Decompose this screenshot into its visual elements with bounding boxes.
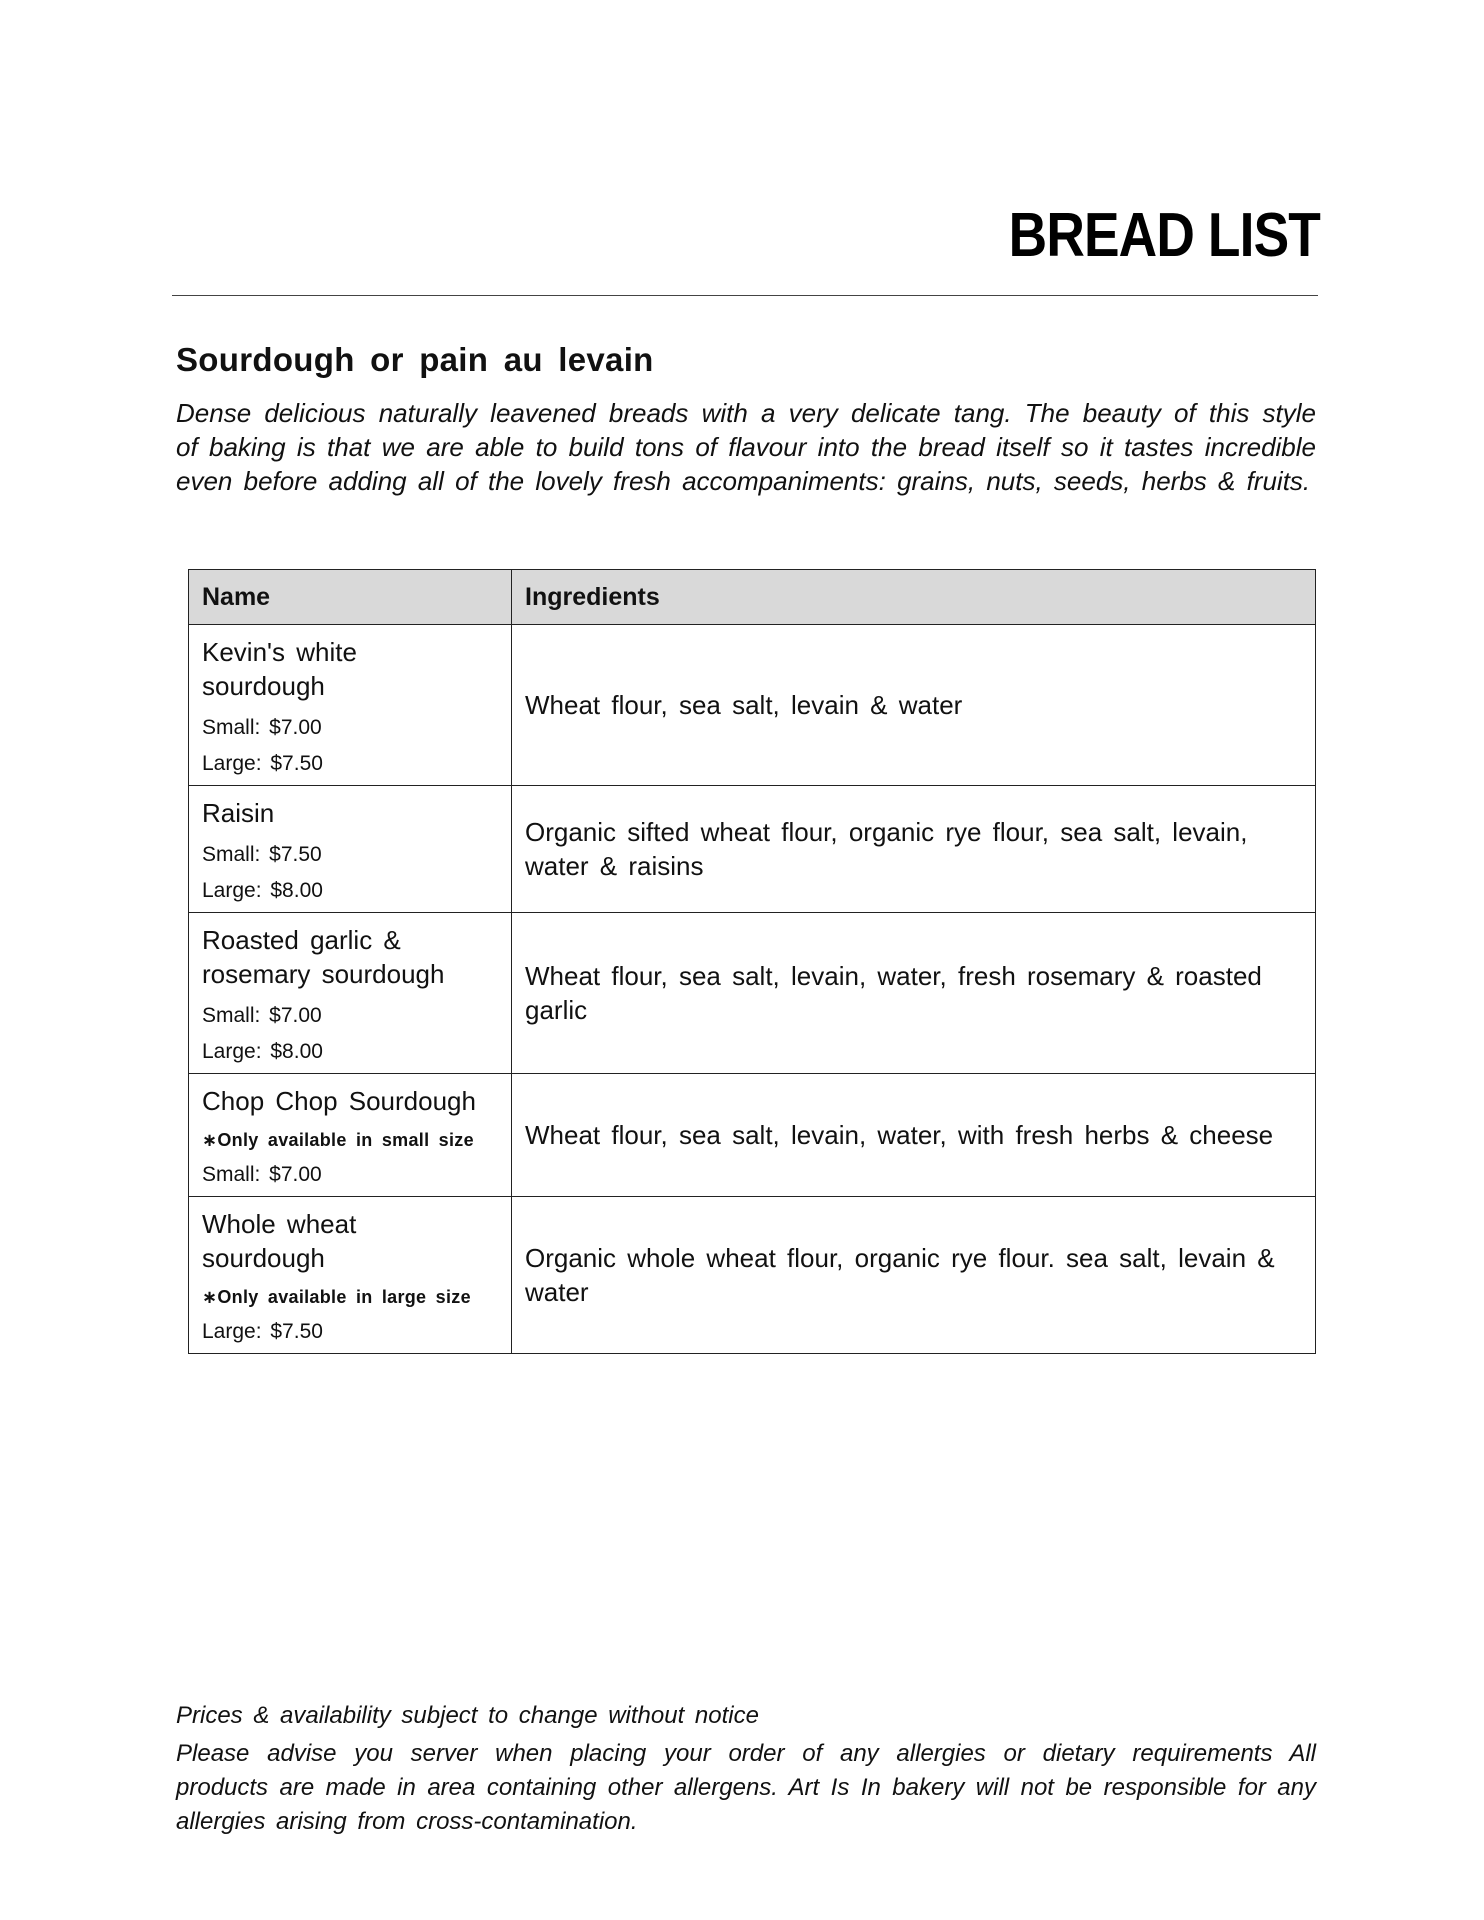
price-large: Large: $7.50 [202, 1320, 323, 1343]
availability-note: ∗Only available in large size [202, 1287, 471, 1307]
bread-name: Raisin [202, 798, 275, 828]
price-small: Small: $7.00 [202, 716, 322, 739]
price-large: Large: $8.00 [202, 1040, 323, 1063]
bread-name-cell [189, 786, 512, 913]
table-row [189, 1197, 1316, 1354]
bread-name-cell [189, 1074, 512, 1197]
price-large: Large: $8.00 [202, 879, 323, 902]
bread-name-cell [189, 625, 512, 786]
bread-name-cell [189, 913, 512, 1074]
bread-name: Whole wheat sourdough [202, 1209, 357, 1273]
footer-allergy-notice: Please advise you server when placing your order of any allergies or dietary requirements All products are made in area containing other allergens. Art Is In bakery will not be responsible for any allergies arising from cross-contamination. [176, 1740, 1316, 1835]
ingredients-cell: Wheat flour, sea salt, levain, water, with fresh herbs & cheese [512, 1074, 1316, 1197]
column-header-name: Name [189, 570, 512, 625]
footer-price-notice: Prices & availability subject to change without notice [176, 1702, 759, 1729]
footer [176, 1699, 1316, 1839]
availability-note: ∗Only available in small size [202, 1130, 474, 1150]
bread-name: Chop Chop Sourdough [202, 1086, 476, 1116]
bread-name: Roasted garlic & rosemary sourdough [202, 925, 445, 989]
table-row [189, 913, 1316, 1074]
table-row [189, 786, 1316, 913]
price-small: Small: $7.50 [202, 843, 322, 866]
table-row [189, 1074, 1316, 1197]
table-header-row [189, 570, 1316, 625]
bread-name-cell [189, 1197, 512, 1354]
ingredients-cell: Wheat flour, sea salt, levain, water, fresh rosemary & roasted garlic [512, 913, 1316, 1074]
page-title: BREAD LIST [1008, 201, 1320, 270]
bread-name: Kevin's white sourdough [202, 637, 357, 701]
price-small: Small: $7.00 [202, 1004, 322, 1027]
price-large: Large: $7.50 [202, 752, 323, 775]
bread-table [188, 569, 1316, 1354]
section-heading: Sourdough or pain au levain [176, 341, 654, 378]
ingredients-cell: Organic sifted wheat flour, organic rye flour, sea salt, levain, water & raisins [512, 786, 1316, 913]
table-row [189, 625, 1316, 786]
section-description: Dense delicious naturally leavened breads with a very delicate tang. The beauty of this style of baking is that we are able to build tons of flavour into the bread itself so it tastes incredible even before adding all of the lovely fresh accompaniments: grains, nuts, seeds, herbs & fruits. [176, 398, 1316, 496]
ingredients-cell: Organic whole wheat flour, organic rye flour. sea salt, levain & water [512, 1197, 1316, 1354]
ingredients-cell: Wheat flour, sea salt, levain & water [512, 625, 1316, 786]
column-header-ingredients: Ingredients [512, 570, 1316, 625]
price-small: Small: $7.00 [202, 1163, 322, 1186]
title-divider [172, 295, 1318, 296]
